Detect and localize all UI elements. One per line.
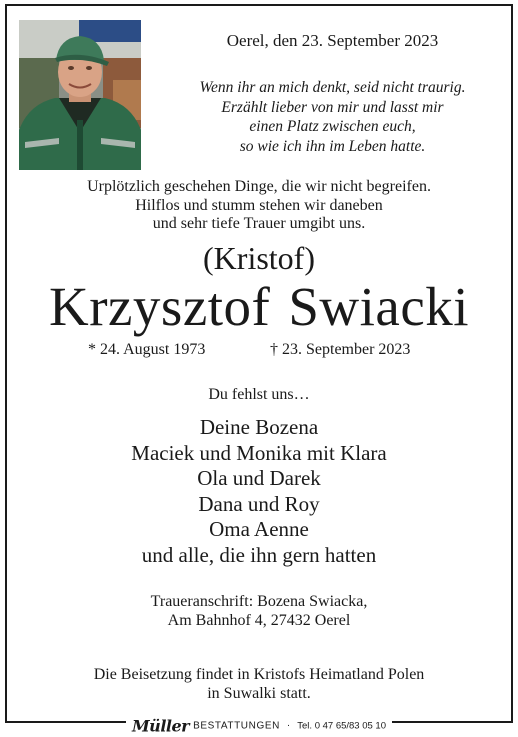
burial-notice (0, 665, 518, 703)
poem (150, 78, 515, 156)
mourner: Dana und Roy (198, 491, 320, 516)
deceased-name (0, 275, 518, 338)
deceased-nickname: (Kristof) (203, 240, 315, 276)
death-date: † 23. September 2023 (270, 341, 411, 358)
mourners-list (0, 415, 518, 569)
funeral-home-phone: Tel. 0 47 65/83 05 10 (297, 720, 387, 732)
funeral-home-footer (0, 717, 518, 735)
mourning-address (0, 592, 518, 630)
footer-content (126, 717, 392, 735)
mourner: und alle, die ihn gern hatten (141, 542, 377, 567)
funeral-home-name: BESTATTUNGEN (193, 720, 280, 732)
poem-line: einen Platz zwischen euch, (249, 118, 416, 135)
poem-line: so wie ich ihn im Leben hatte. (239, 137, 426, 155)
poem-line: Wenn ihr an mich denkt, seid nicht traurig. (199, 79, 466, 96)
deceased-last-name: Swiacki (288, 276, 470, 337)
mourner: Ola und Darek (197, 466, 321, 491)
birth-date: * 24. August 1973 (88, 341, 206, 358)
mourner: Oma Aenne (209, 517, 309, 542)
intro-text (0, 178, 518, 234)
footer-separator: · (286, 720, 291, 732)
place-date: Oerel, den 23. September 2023 (226, 31, 439, 50)
burial-line: in Suwalki statt. (207, 685, 311, 702)
address-line: Traueranschrift: Bozena Swiacka, (150, 593, 368, 610)
poem-line: Erzählt lieber von mir und lasst mir (221, 98, 444, 116)
address-line: Am Bahnhof 4, 27432 Oerel (167, 612, 351, 629)
deceased-first-name: Krzysztof (48, 276, 271, 337)
burial-line: Die Beisetzung findet in Kristofs Heimatland Polen (93, 666, 425, 683)
mourner: Deine Bozena (199, 415, 319, 439)
intro-line: Hilflos und stumm stehen wir daneben (135, 196, 383, 214)
intro-line: und sehr tiefe Trauer umgibt uns. (152, 215, 366, 232)
intro-line: Urplötzlich geschehen Dinge, die wir nicht begreifen. (87, 178, 431, 195)
missing-line: Du fehlst uns… (208, 386, 310, 403)
portrait-photo (19, 20, 141, 170)
mourner: Maciek und Monika mit Klara (131, 440, 387, 465)
funeral-home-logo: Müller (131, 716, 190, 736)
